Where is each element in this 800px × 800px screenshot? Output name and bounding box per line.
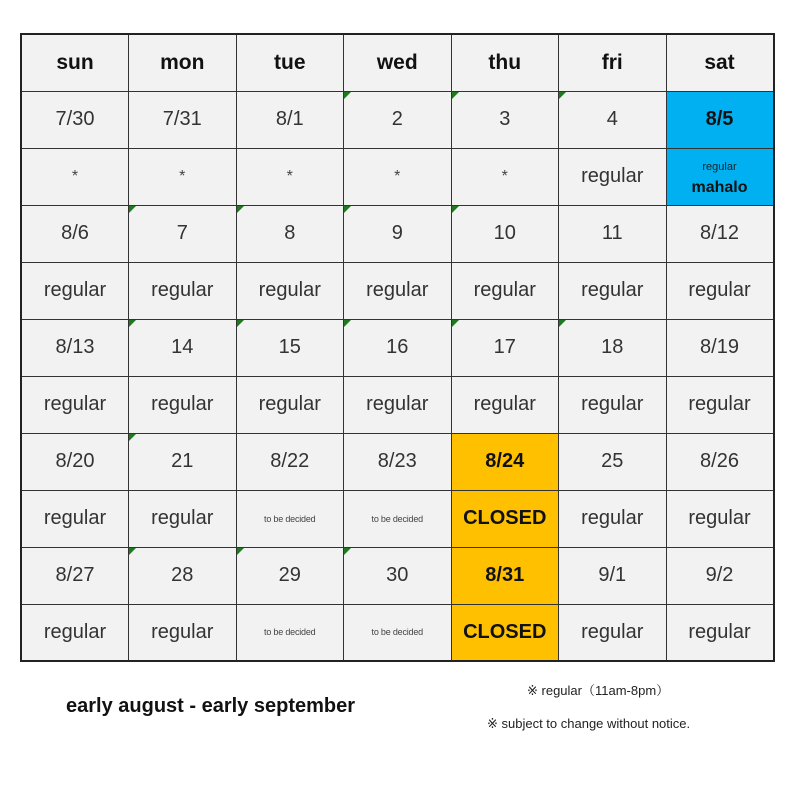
status-cell: CLOSED <box>451 604 559 661</box>
date-label: 8/22 <box>270 450 310 472</box>
comment-marker-icon <box>559 320 566 327</box>
date-label: 2 <box>391 108 403 130</box>
status-cell: regular <box>666 490 774 547</box>
date-cell <box>344 205 452 262</box>
date-cell <box>129 433 237 490</box>
calendar-body <box>21 91 774 661</box>
comment-marker-icon <box>129 434 136 441</box>
date-label: 10 <box>493 222 516 244</box>
status-cell: regular <box>236 376 344 433</box>
comment-marker-icon <box>129 320 136 327</box>
date-cell <box>129 91 237 148</box>
date-cell <box>21 91 129 148</box>
weekday-header-sun: sun <box>21 34 129 91</box>
status-cell: regular <box>559 262 667 319</box>
weekday-header-fri: fri <box>559 34 667 91</box>
date-cell <box>236 319 344 376</box>
status-cell: regular <box>236 262 344 319</box>
status-cell: regular <box>129 604 237 661</box>
date-cell <box>129 319 237 376</box>
date-row <box>21 91 774 148</box>
comment-marker-icon <box>559 92 566 99</box>
status-cell: regular <box>559 148 667 205</box>
date-label: 28 <box>171 564 194 586</box>
comment-marker-icon <box>452 206 459 213</box>
date-label: 11 <box>601 222 623 244</box>
date-label: 29 <box>278 564 301 586</box>
status-cell: regular <box>129 262 237 319</box>
weekday-header-wed: wed <box>344 34 452 91</box>
date-cell <box>236 205 344 262</box>
date-cell <box>666 547 774 604</box>
date-label: 8/26 <box>700 450 739 472</box>
status-cell: regular <box>344 262 452 319</box>
status-cell <box>666 148 774 205</box>
date-label: 8/1 <box>275 108 304 130</box>
date-label: 8/13 <box>55 336 95 358</box>
schedule-calendar <box>20 33 775 662</box>
date-cell <box>559 205 667 262</box>
status-cell: regular <box>21 604 129 661</box>
status-cell: * <box>236 148 344 205</box>
comment-marker-icon <box>452 320 459 327</box>
date-cell <box>559 433 667 490</box>
date-cell <box>344 547 452 604</box>
date-label: 9/1 <box>598 564 627 586</box>
comment-marker-icon <box>344 206 351 213</box>
weekday-header-tue: tue <box>236 34 344 91</box>
date-label: 8 <box>284 222 296 244</box>
status-row <box>21 262 774 319</box>
date-cell <box>451 205 559 262</box>
date-label: 7 <box>176 222 188 244</box>
date-label: 21 <box>171 450 194 472</box>
date-cell <box>666 319 774 376</box>
status-cell: regular <box>666 376 774 433</box>
weekday-header-sat: sat <box>666 34 774 91</box>
date-label: 15 <box>278 336 301 358</box>
weekday-header-row <box>21 34 774 91</box>
date-cell <box>344 91 452 148</box>
date-cell <box>451 91 559 148</box>
date-label: 8/5 <box>705 108 734 130</box>
status-cell: regular <box>21 490 129 547</box>
status-cell: to be decided <box>236 604 344 661</box>
comment-marker-icon <box>452 92 459 99</box>
schedule-period-title: early august - early september <box>66 695 356 717</box>
comment-marker-icon <box>129 206 136 213</box>
date-cell <box>344 319 452 376</box>
status-cell: regular <box>451 262 559 319</box>
date-cell <box>451 547 559 604</box>
date-row <box>21 319 774 376</box>
status-cell: * <box>451 148 559 205</box>
status-cell: * <box>344 148 452 205</box>
date-label: 25 <box>601 450 624 472</box>
status-label: regular <box>702 160 737 173</box>
date-label: 8/31 <box>485 564 525 586</box>
date-label: 8/24 <box>485 450 525 472</box>
date-cell <box>21 319 129 376</box>
date-label: 4 <box>606 108 618 130</box>
date-label: 9 <box>391 222 403 244</box>
comment-marker-icon <box>129 548 136 555</box>
status-cell: regular <box>559 376 667 433</box>
date-cell <box>666 433 774 490</box>
status-cell: regular <box>129 376 237 433</box>
status-cell: regular <box>21 376 129 433</box>
date-cell <box>666 205 774 262</box>
date-label: 8/20 <box>55 450 95 472</box>
date-cell <box>129 547 237 604</box>
date-label: 8/23 <box>377 450 417 472</box>
date-label: 18 <box>601 336 624 358</box>
status-cell: regular <box>666 604 774 661</box>
comment-marker-icon <box>344 548 351 555</box>
date-label: 3 <box>499 108 511 130</box>
status-cell: * <box>129 148 237 205</box>
status-cell: CLOSED <box>451 490 559 547</box>
date-label: 8/6 <box>61 222 89 244</box>
date-label: 8/27 <box>55 564 95 586</box>
status-cell: regular <box>344 376 452 433</box>
change-notice-note: ※ subject to change without notice. <box>487 716 691 731</box>
comment-marker-icon <box>237 548 244 555</box>
status-cell: regular <box>559 604 667 661</box>
weekday-header-thu: thu <box>451 34 559 91</box>
status-row <box>21 490 774 547</box>
status-cell: regular <box>559 490 667 547</box>
date-row <box>21 547 774 604</box>
date-label: 8/12 <box>700 222 739 244</box>
date-cell <box>559 547 667 604</box>
date-cell <box>21 433 129 490</box>
date-cell <box>559 91 667 148</box>
event-label: mahalo <box>691 178 748 196</box>
date-cell <box>236 91 344 148</box>
date-cell <box>129 205 237 262</box>
date-label: 8/19 <box>700 336 739 358</box>
date-label: 7/30 <box>55 108 95 130</box>
date-cell <box>21 205 129 262</box>
status-cell: regular <box>129 490 237 547</box>
date-label: 7/31 <box>162 108 202 130</box>
status-cell: to be decided <box>344 604 452 661</box>
comment-marker-icon <box>237 206 244 213</box>
date-row <box>21 433 774 490</box>
date-cell <box>236 547 344 604</box>
date-cell <box>451 319 559 376</box>
date-label: 14 <box>171 336 194 358</box>
date-cell <box>236 433 344 490</box>
status-cell: to be decided <box>344 490 452 547</box>
date-row <box>21 205 774 262</box>
date-cell <box>344 433 452 490</box>
date-label: 16 <box>386 336 409 358</box>
date-label: 30 <box>386 564 409 586</box>
weekday-header-mon: mon <box>129 34 237 91</box>
comment-marker-icon <box>344 320 351 327</box>
date-cell <box>451 433 559 490</box>
date-label: 17 <box>493 336 516 358</box>
status-cell: regular <box>666 262 774 319</box>
status-row <box>21 376 774 433</box>
regular-hours-note: ※ regular（11am-8pm） <box>527 683 670 698</box>
status-cell: to be decided <box>236 490 344 547</box>
date-cell <box>559 319 667 376</box>
status-row <box>21 604 774 661</box>
status-row <box>21 148 774 205</box>
date-cell <box>666 91 774 148</box>
comment-marker-icon <box>237 320 244 327</box>
status-cell: regular <box>21 262 129 319</box>
comment-marker-icon <box>344 92 351 99</box>
status-cell: * <box>21 148 129 205</box>
date-cell <box>21 547 129 604</box>
status-cell: regular <box>451 376 559 433</box>
date-label: 9/2 <box>705 564 734 586</box>
